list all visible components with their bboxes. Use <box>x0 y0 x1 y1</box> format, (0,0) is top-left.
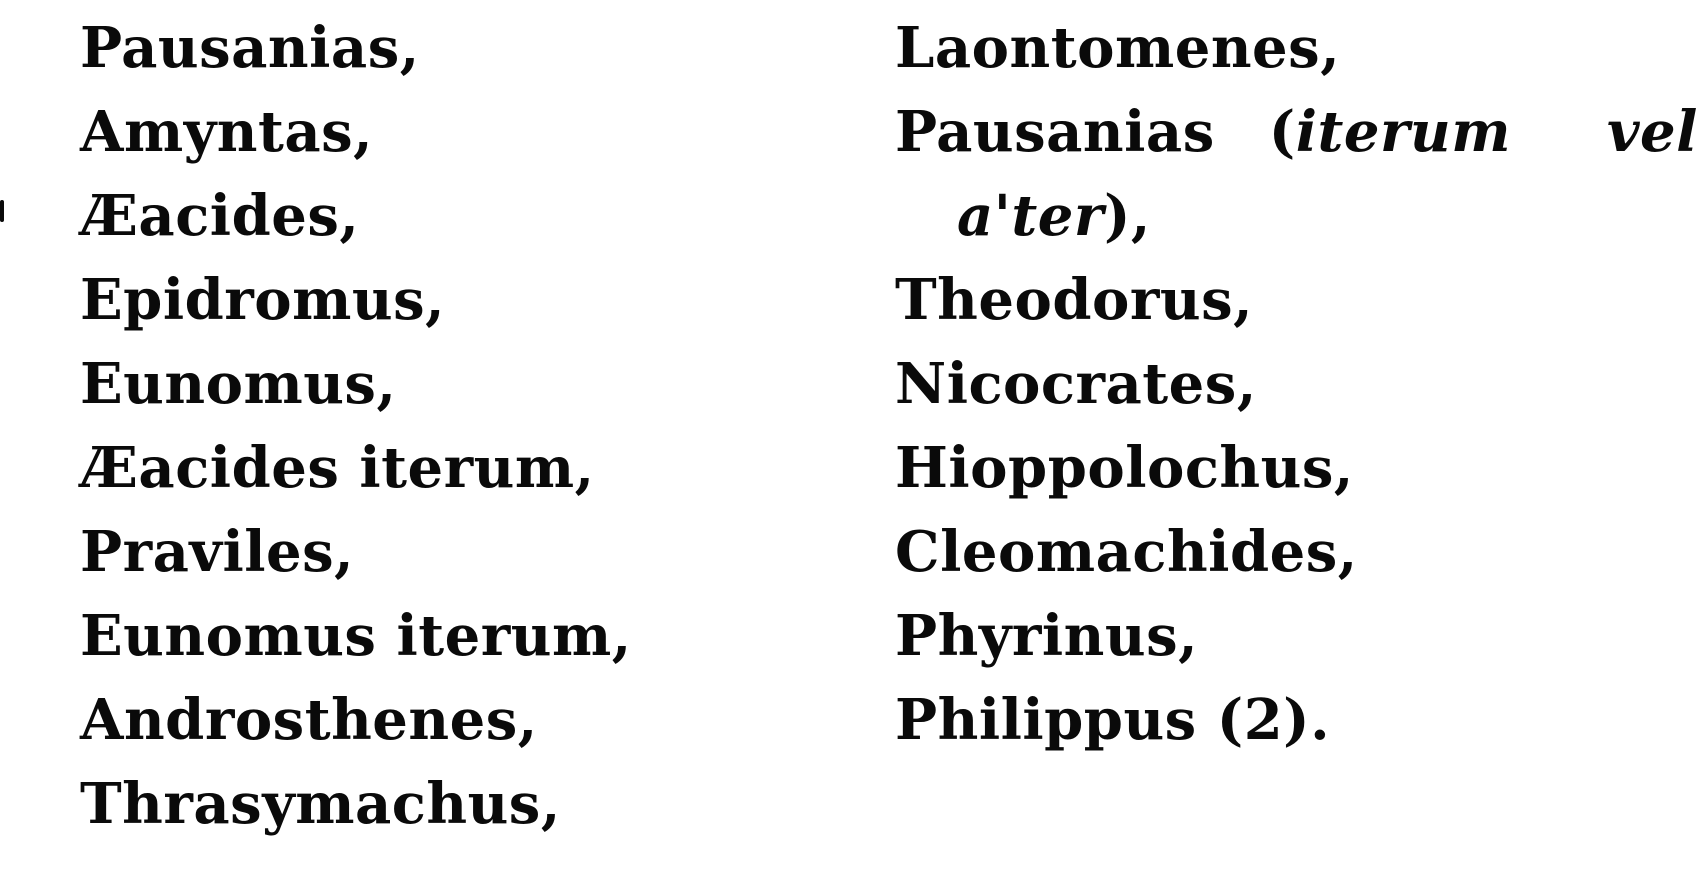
vel-text: vel <box>1606 99 1698 165</box>
paren-close: ), <box>1103 183 1151 249</box>
list-item: Æacides, <box>80 183 360 249</box>
list-item: Philippus (2). <box>895 687 1331 753</box>
margin-mark <box>0 200 4 222</box>
list-item: Æacides iterum, <box>80 435 595 501</box>
list-item: Eunomus, <box>80 351 397 417</box>
paren-open: ( <box>1268 99 1296 165</box>
list-item: Phyrinus, <box>895 603 1199 669</box>
list-item: Hioppolochus, <box>895 435 1354 501</box>
list-item-continuation <box>895 174 1655 258</box>
list-item: Androsthenes, <box>80 687 538 753</box>
list-item: Laontomenes, <box>895 15 1341 81</box>
list-item: Praviles, <box>80 519 355 585</box>
iterum-text: iterum <box>1295 99 1511 165</box>
list-item: Epidromus, <box>80 267 446 333</box>
alter-text: a'ter <box>957 183 1104 249</box>
list-item: Pausanias, <box>80 15 420 81</box>
list-item: Eunomus iterum, <box>80 603 632 669</box>
list-item: Theodorus, <box>895 267 1254 333</box>
list-item: Thrasymachus, <box>80 771 561 837</box>
list-item: Nicocrates, <box>895 351 1257 417</box>
name-text: Pausanias <box>895 99 1215 165</box>
left-column <box>80 6 720 846</box>
list-item-pausanias-iterum <box>895 90 1698 174</box>
right-column <box>895 6 1698 762</box>
list-item: Amyntas, <box>80 99 374 165</box>
list-item: Cleomachides, <box>895 519 1358 585</box>
